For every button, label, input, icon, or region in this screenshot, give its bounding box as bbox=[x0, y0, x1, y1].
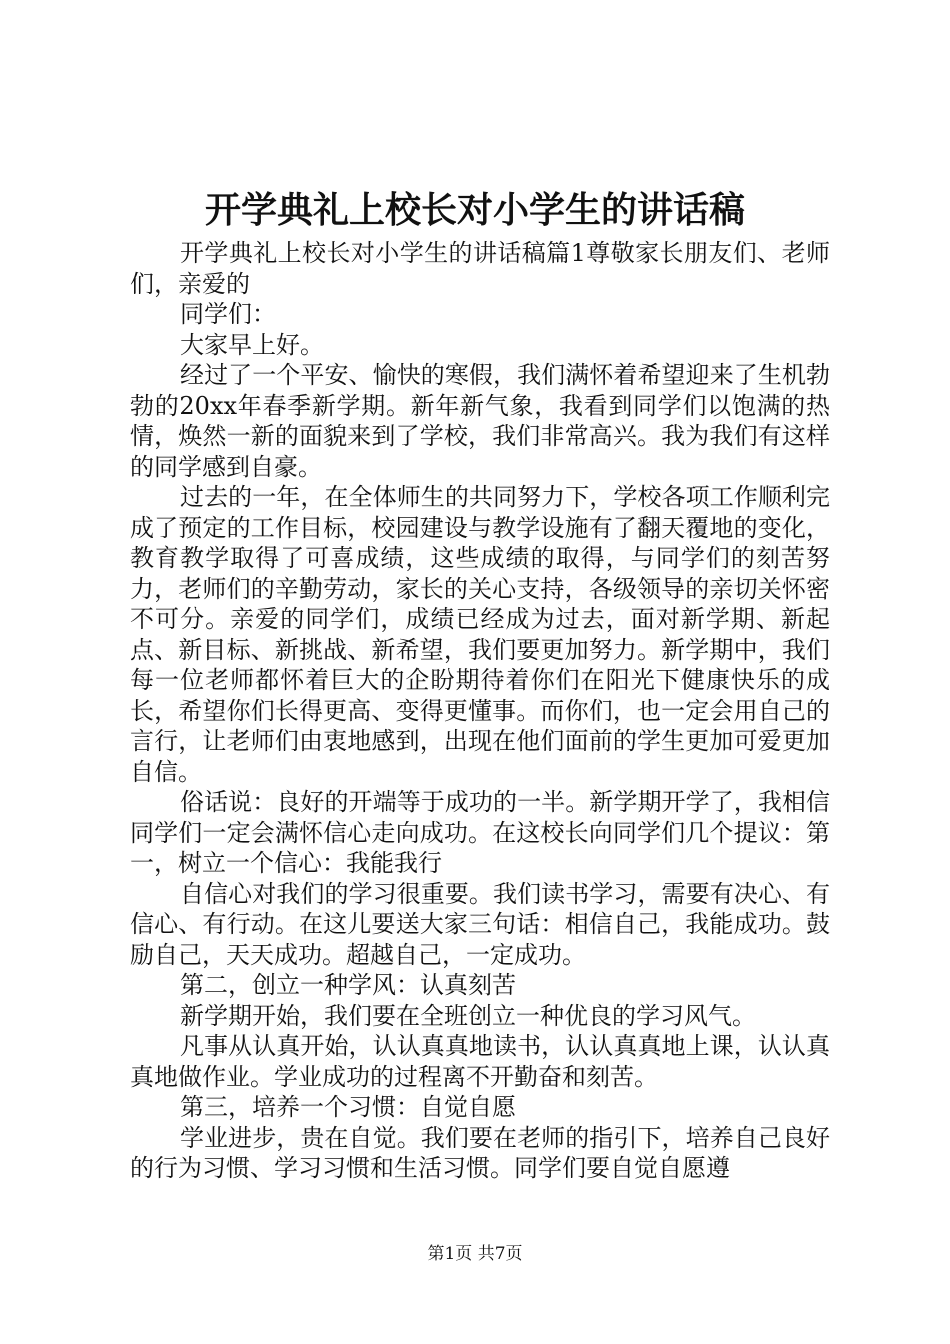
paragraph: 第二，创立一种学风：认真刻苦 bbox=[180, 971, 516, 999]
paragraph: 开学典礼上校长对小学生的讲话稿篇1尊敬家长朋友们、老师们，亲爱的 bbox=[130, 239, 830, 298]
paragraph: 凡事从认真开始，认认真真地读书，认认真真地上课，认认真真地做作业。学业成功的过程离不开勤奋和刻苦。 bbox=[130, 1032, 830, 1091]
paragraph: 经过了一个平安、愉快的寒假，我们满怀着希望迎来了生机勃勃的20xx年春季新学期。新年新气象，我看到同学们以饱满的热情，焕然一新的面貌来到了学校，我们非常高兴。我为我们有这样的同学感到自豪。 bbox=[130, 361, 830, 481]
paragraph: 大家早上好。 bbox=[180, 330, 324, 359]
paragraph: 俗话说：良好的开端等于成功的一半。新学期开学了，我相信同学们一定会满怀信心走向成功。在这校长向同学们几个提议：第一，树立一个信心：我能我行 bbox=[130, 788, 830, 877]
paragraph: 过去的一年，在全体师生的共同努力下，学校各项工作顺利完成了预定的工作目标，校园建设与教学设施有了翻天覆地的变化，教育教学取得了可喜成绩，这些成绩的取得，与同学们的刻苦努力，老师们的辛勤劳动，家长的关心支持，各级领导的亲切关怀密不可分。亲爱的同学们，成绩已经成为过去，面对新学期、新起点、新目标、新挑战、新希望，我们要更加努力。新学期中，我们每一位老师都怀着巨大的企盼期待着你们在阳光下健康快乐的成长，希望你们长得更高、变得更懂事。而你们，也一定会用自己的言行，让老师们由衷地感到，出现在他们面前的学生更加可爱更加自信。 bbox=[130, 483, 830, 786]
document-title: 开学典礼上校长对小学生的讲话稿 bbox=[204, 189, 745, 231]
paragraph: 学业进步，贵在自觉。我们要在老师的指引下，培养自己良好的行为习惯、学习习惯和生活习惯。同学们要自觉自愿遵 bbox=[130, 1123, 830, 1182]
paragraph: 同学们： bbox=[180, 300, 276, 328]
paragraph: 自信心对我们的学习很重要。我们读书学习，需要有决心、有信心、有行动。在这儿要送大家三句话：相信自己，我能成功。鼓励自己，天天成功。超越自己，一定成功。 bbox=[130, 879, 830, 969]
page-footer: 第1页 共7页 bbox=[427, 1244, 523, 1264]
paragraph: 新学期开始，我们要在全班创立一种优良的学习风气。 bbox=[180, 1001, 756, 1030]
paragraph: 第三，培养一个习惯：自觉自愿 bbox=[180, 1093, 516, 1121]
document-body bbox=[130, 238, 830, 1184]
